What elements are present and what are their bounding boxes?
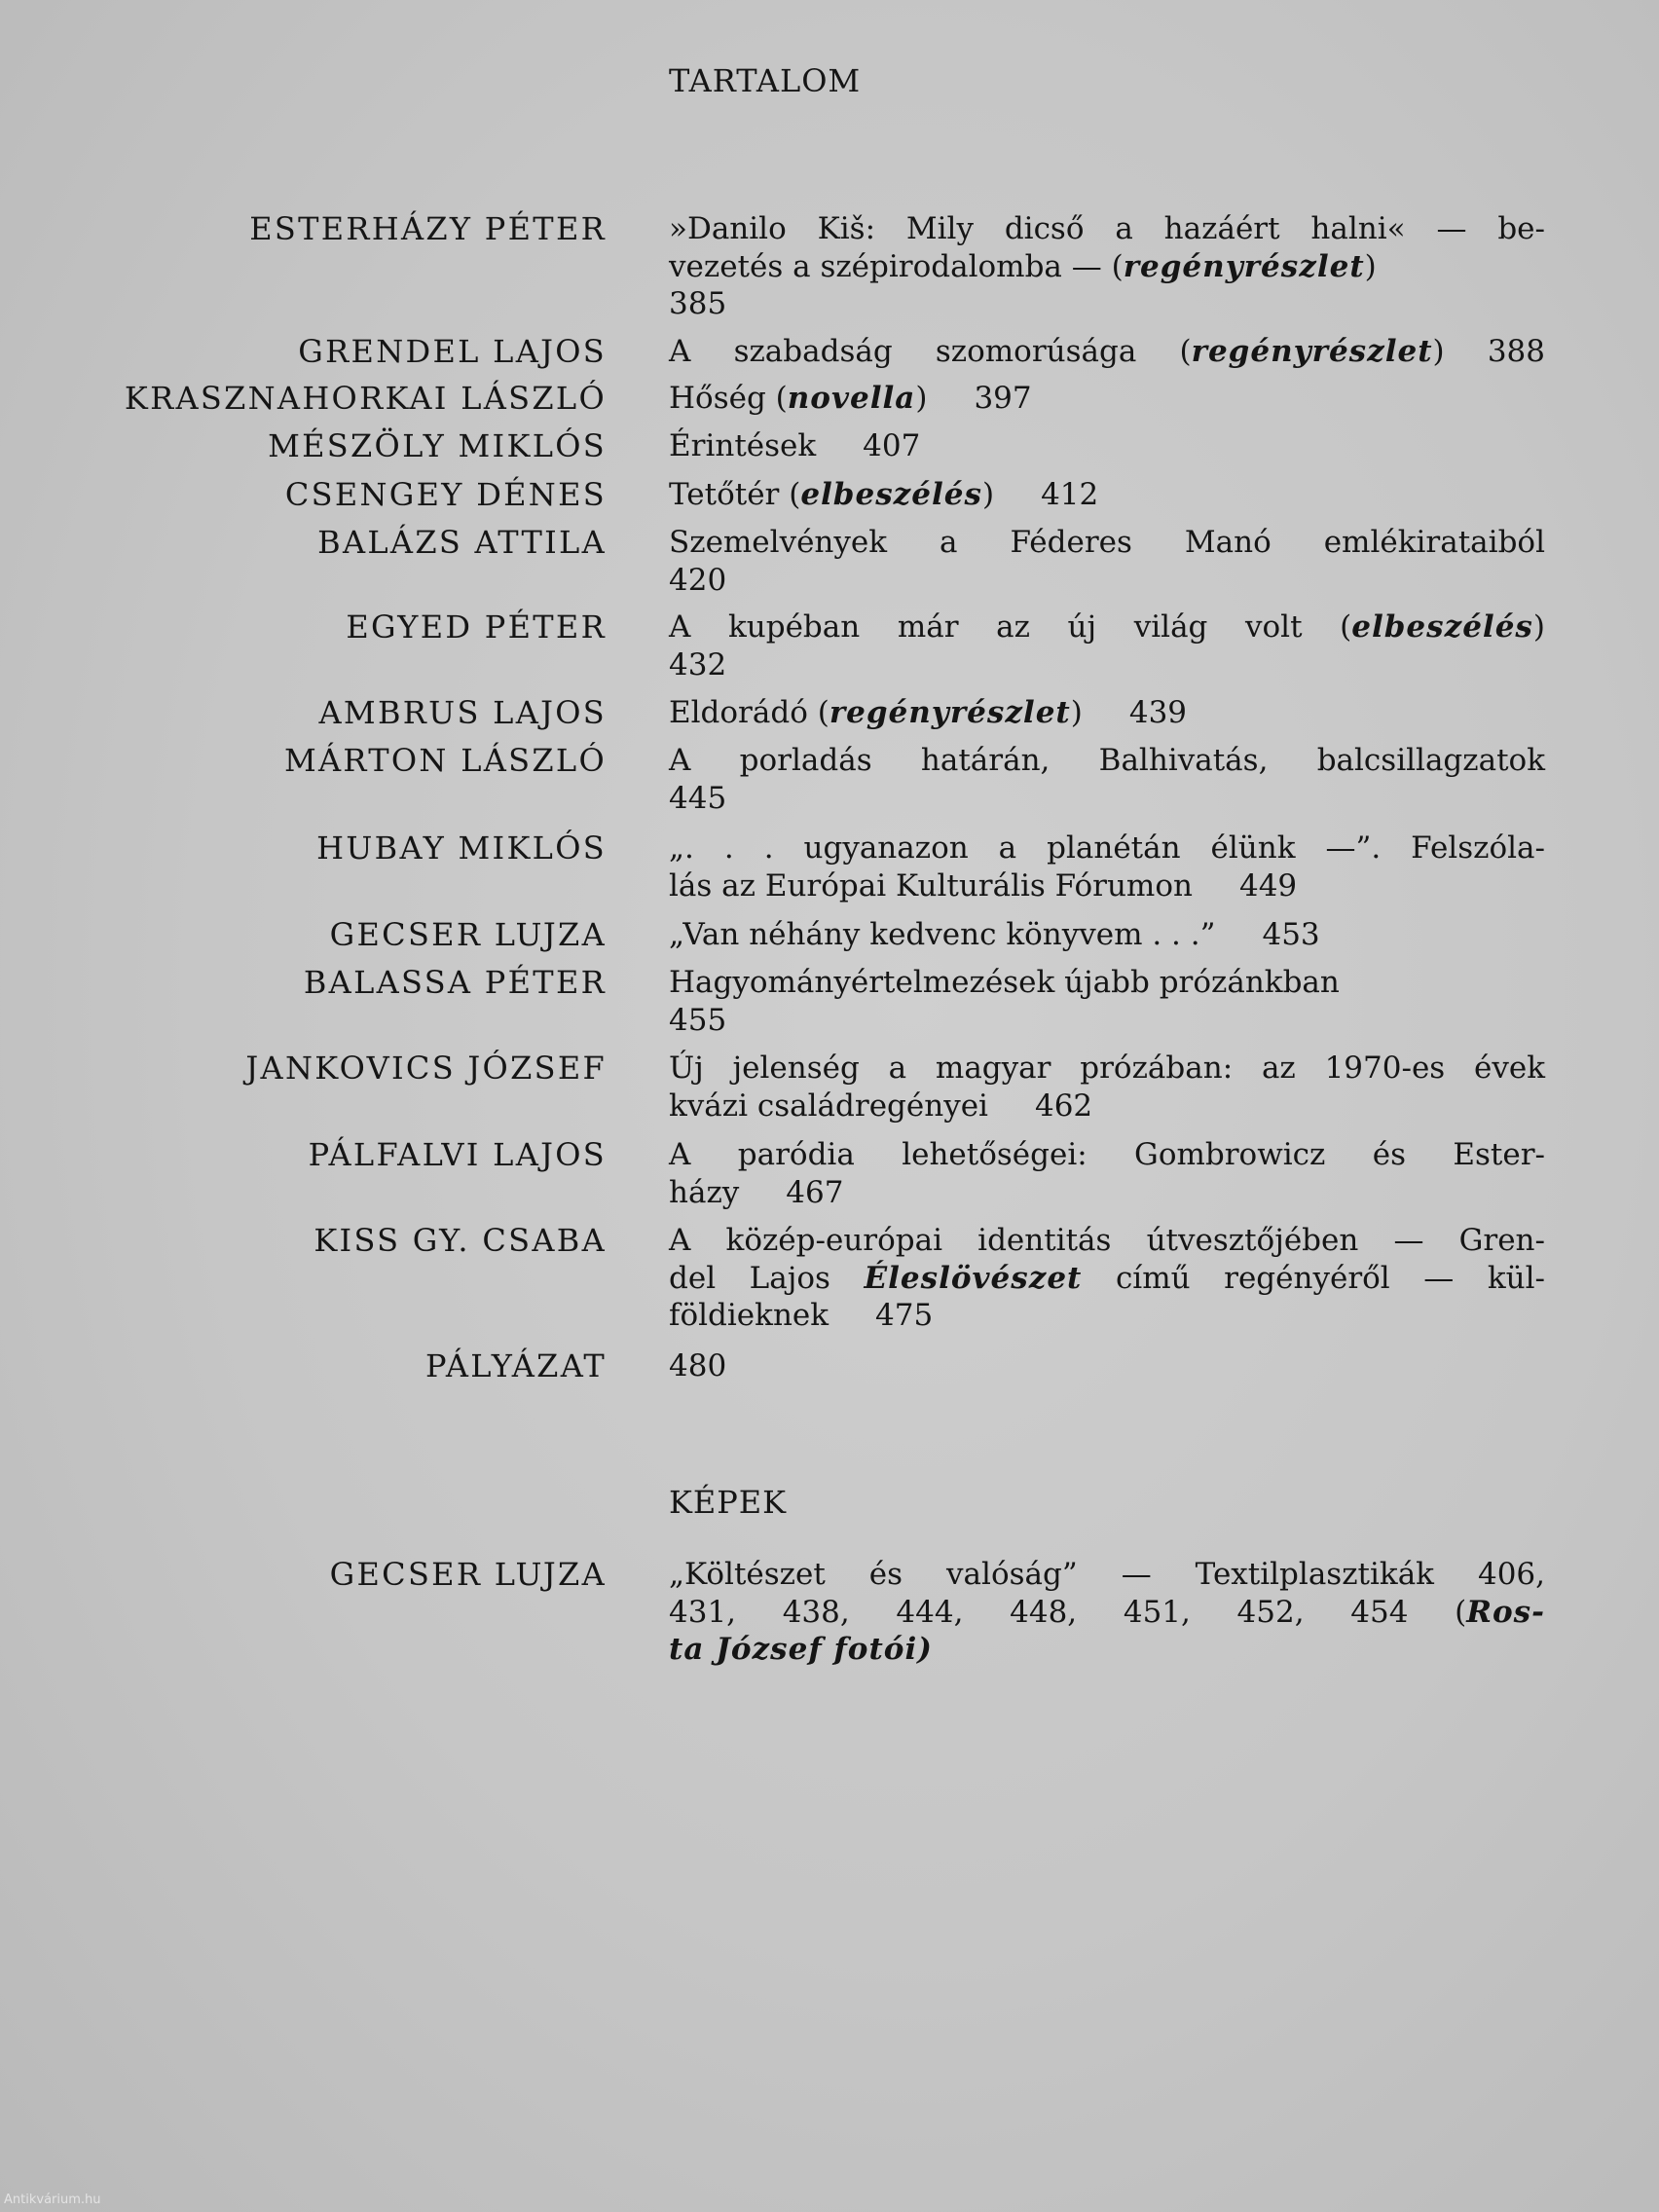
section-heading-kepek: KÉPEK [669, 1484, 788, 1521]
page-number: 439 [1128, 695, 1188, 730]
entry-author: GRENDEL LAJOS [298, 333, 607, 370]
entry-title [669, 333, 1545, 371]
genre-label: regényrészlet [829, 695, 1071, 730]
entry-text: 480 [669, 1348, 727, 1383]
entry-title [669, 694, 1545, 732]
entry-author: KRASZNAHORKAI LÁSZLÓ [124, 380, 607, 417]
entry-title [669, 830, 1545, 904]
entry-line [669, 380, 1545, 418]
entry-text: ) [1364, 248, 1377, 284]
entry-title [669, 1136, 1545, 1211]
entry-author: GECSER LUJZA [329, 916, 607, 953]
entry-author: CSENGEY DÉNES [284, 476, 607, 513]
genre-label: elbeszélés [800, 477, 982, 512]
entry-text: lás az Európai Kulturális Fórumon [669, 867, 1193, 903]
entry-text: del Lajos [669, 1260, 865, 1296]
entry-title [669, 964, 1545, 1039]
page-number: 467 [786, 1174, 844, 1210]
genre-label: elbeszélés [1351, 609, 1533, 645]
entry-text: 385 [669, 286, 727, 321]
entry-title [669, 742, 1545, 817]
entry-text: A kupéban már az új világ volt ( [669, 609, 1352, 645]
entry-text: 388 [1487, 334, 1545, 369]
entry-text: 432 [669, 646, 727, 682]
entry-text: A porladás határán, Balhivatás, balcsillagzatok [669, 743, 1545, 778]
entry-author: ESTERHÁZY PÉTER [249, 210, 607, 247]
genre-label: regényrészlet [1191, 334, 1433, 369]
entry-line [669, 562, 1545, 600]
genre-label: ta József fotói) [669, 1632, 933, 1667]
entry-line [669, 1260, 1545, 1298]
entry-author: BALASSA PÉTER [303, 964, 607, 1001]
entry-text: 455 [669, 1002, 727, 1038]
genre-label: Ros- [1466, 1594, 1545, 1630]
entry-line [669, 742, 1545, 780]
entry-text: című regényéről — kül- [1082, 1260, 1545, 1296]
entry-text: 406, [1477, 1557, 1545, 1592]
entry-line [669, 210, 1545, 248]
entry-text: ) [1070, 695, 1083, 730]
entry-author: PÁLFALVI LAJOS [308, 1136, 607, 1173]
entry-line [669, 1002, 1545, 1040]
entry-line [669, 646, 1545, 684]
entry-text: Érintések [669, 428, 817, 463]
entry-line [669, 916, 1545, 954]
entry-line [669, 867, 1545, 905]
entry-text: vezetés a szépirodalomba — ( [669, 248, 1124, 284]
page-number: 407 [863, 428, 921, 463]
page-title: TARTALOM [669, 62, 862, 99]
entry-author: KISS GY. CSABA [313, 1222, 607, 1259]
entry-author: BALÁZS ATTILA [317, 524, 607, 561]
entry-title [669, 1347, 1545, 1385]
entry-title [669, 608, 1545, 683]
entry-author: MÉSZÖLY MIKLÓS [268, 427, 607, 464]
entry-line [669, 427, 1545, 465]
entry-text: Szemelvények a Féderes Manó emlékirataiból [669, 525, 1545, 560]
entry-text: A közép-európai identitás útvesztőjében — Gren- [669, 1223, 1545, 1258]
entry-line [669, 1556, 1545, 1594]
entry-title [669, 916, 1545, 954]
entry-line [669, 964, 1545, 1002]
entry-text: „Van néhány kedvenc könyvem . . .” [669, 917, 1216, 952]
watermark: Antikvárium.hu [4, 2193, 101, 2207]
entry-author: GECSER LUJZA [329, 1556, 607, 1593]
entry-title [669, 427, 1545, 465]
page-number: 453 [1262, 917, 1320, 952]
entry-line [669, 1297, 1545, 1335]
entry-line [669, 1347, 1545, 1385]
entry-text: 431, 438, 444, 448, 451, 452, 454 ( [669, 1594, 1467, 1630]
page-number: 475 [875, 1298, 934, 1333]
entry-text: házy [669, 1174, 740, 1210]
entry-line [669, 694, 1545, 732]
page-number: 449 [1238, 867, 1298, 903]
entry-line [669, 1594, 1545, 1632]
entry-text: Hagyományértelmezések újabb prózánkban [669, 965, 1340, 1000]
entry-text: Eldorádó ( [669, 695, 830, 730]
entry-title [669, 1556, 1545, 1669]
entry-line [669, 333, 1545, 371]
entry-author: HUBAY MIKLÓS [316, 830, 607, 866]
entry-title [669, 380, 1545, 418]
entry-title [669, 210, 1545, 323]
entry-text: földieknek [669, 1298, 830, 1333]
entry-line [669, 1174, 1545, 1212]
entry-text: Tetőtér ( [669, 477, 801, 512]
entry-text: „Költészet és valóság” — Textilplasztikák [669, 1557, 1478, 1592]
genre-label: Éleslövészet [864, 1260, 1083, 1296]
entry-text: 445 [669, 780, 727, 816]
entry-text: »Danilo Kiš: Mily dicső a hazáért halni« — be- [669, 211, 1545, 246]
entry-title [669, 1222, 1545, 1335]
entry-text: Hőség ( [669, 381, 788, 416]
entry-text: ) [981, 477, 995, 512]
entry-text: ) [1432, 334, 1488, 369]
entry-text: A paródia lehetőségei: Gombrowicz és Ester- [669, 1137, 1545, 1172]
entry-author: EGYED PÉTER [346, 608, 607, 645]
entry-text: ) [915, 381, 928, 416]
entry-author: MÁRTON LÁSZLÓ [283, 742, 607, 779]
page-number: 462 [1034, 1088, 1093, 1124]
entry-title [669, 476, 1545, 514]
entry-text: kvázi családregényei [669, 1088, 988, 1124]
entry-text: A szabadság szomorúsága ( [669, 334, 1192, 369]
entry-line [669, 476, 1545, 514]
page-number: 412 [1041, 477, 1099, 512]
entry-line [669, 524, 1545, 562]
entry-line [669, 1136, 1545, 1174]
page-number: 397 [974, 381, 1032, 416]
entry-line [669, 1088, 1545, 1125]
entry-text: „. . . ugyanazon a planétán élünk —”. Felszóla- [669, 830, 1545, 866]
entry-line [669, 780, 1545, 818]
entry-title [669, 1050, 1545, 1124]
entry-line [669, 1050, 1545, 1088]
entry-line [669, 608, 1545, 646]
entry-author: PÁLYÁZAT [425, 1347, 607, 1384]
entry-line [669, 285, 1545, 323]
entry-title [669, 524, 1545, 599]
genre-label: regényrészlet [1123, 248, 1365, 284]
entry-author: AMBRUS LAJOS [318, 694, 607, 731]
entry-line [669, 1631, 1545, 1669]
entry-line [669, 830, 1545, 867]
entry-text: 420 [669, 562, 727, 598]
genre-label: novella [787, 381, 916, 416]
entry-author: JANKOVICS JÓZSEF [245, 1050, 607, 1087]
entry-text: Új jelenség a magyar prózában: az 1970-es évek [669, 1051, 1545, 1086]
entry-text: ) [1532, 609, 1545, 645]
entry-line [669, 1222, 1545, 1260]
entry-line [669, 248, 1545, 286]
